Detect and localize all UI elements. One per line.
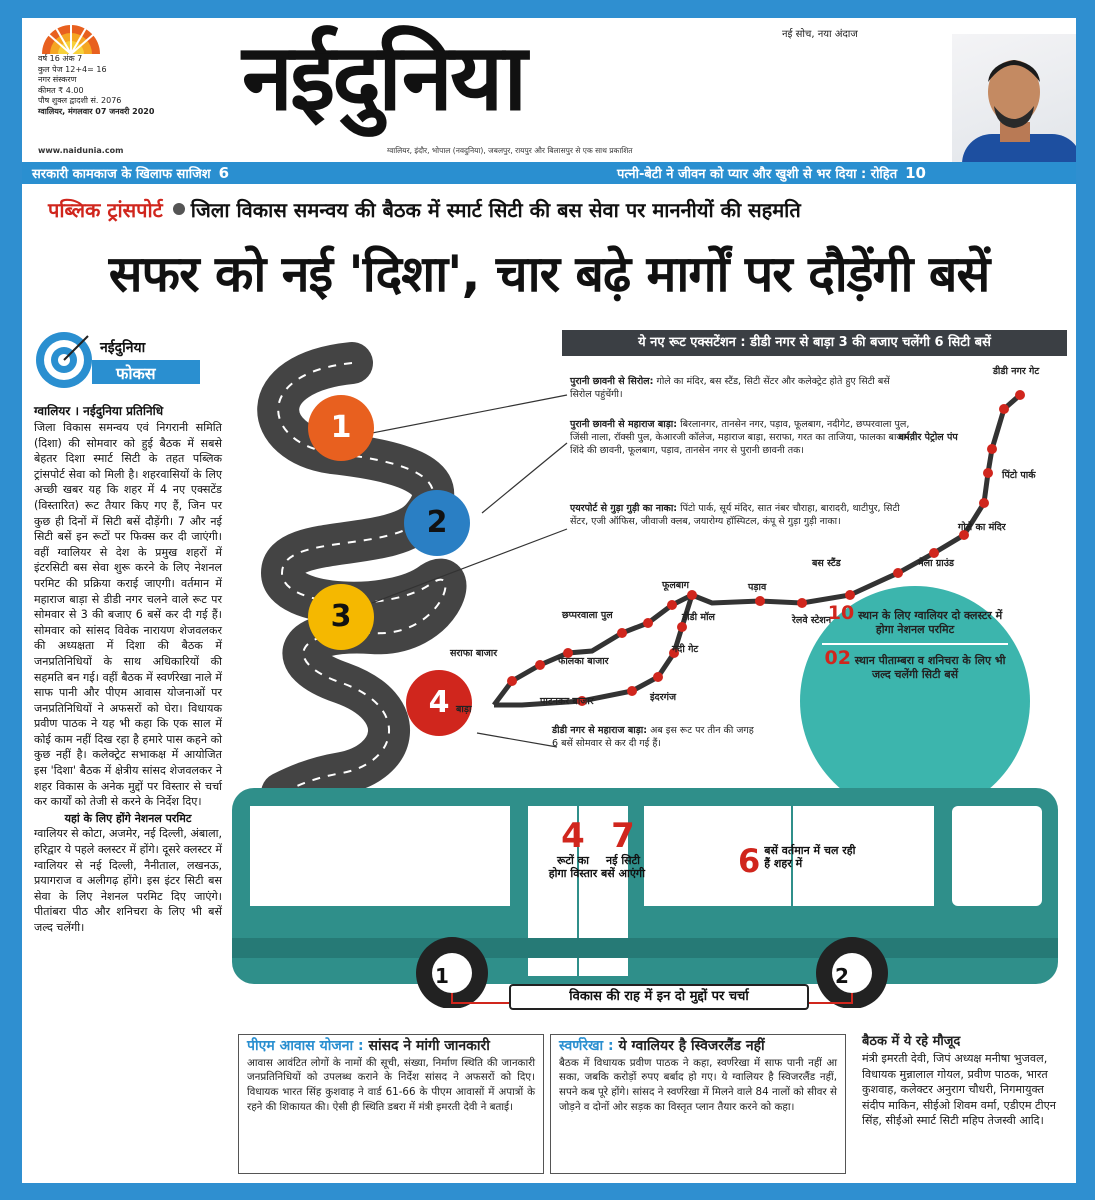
swarnrekha-box: स्वर्णरेखा : ये ग्वालियर है स्विजरलैंड नहीं बैठक में विधायक प्रवीण पाठक ने कहा, स्वर्णरेखा में साफ पानी नहीं आ सका, जबकि करोड़ों रुपए बर्बाद हो गए। ये ग्वालियर है स्विजरलैंड नहीं, सपने कब पूरे होंगे। सांसद ने स्वर्णरेखा में मिलने वाले 84 नालों को सीवर से जोड़ने व दोनों ओर सड़क का विस्तृत प्लान तैयार करने को कहा।: [550, 1034, 846, 1174]
route-desc-1: पुरानी छावनी से सिरोल: गोले का मंदिर, बस स्टैंड, सिटी सेंटर और कलेक्ट्रेट होते हुए सिटी बसें सिरोल पहुंचेंगी।: [570, 376, 890, 400]
stop-padav: पड़ाव: [748, 582, 767, 593]
stop-nadigate: नदी गेट: [672, 644, 699, 655]
bullet-icon: [173, 203, 185, 215]
stop-dharmveer: धर्मवीर पेट्रोल पंप: [898, 432, 958, 443]
focus-label: फोकस: [116, 364, 156, 383]
route-badge-1: 1: [308, 395, 374, 461]
attendees-box: बैठक में ये रहे मौजूद मंत्री इमरती देवी, जिपं अध्यक्ष मनीषा भुजवल, विधायक मुन्नालाल गोयल, प्रवीण पाठक, भारत कुशवाह, कलेक्टर अनुराग चौधरी, निगमायुक्त संदीप माकिन, सीईओ शिवम वर्मा, एडीएम टीएन सिंह, सीईओ स्मार्ट सिटी महिप तेजस्वी आदि।: [862, 1034, 1056, 1128]
article-body: जिला विकास समन्वय एवं निगरानी समिति (दिशा) की सोमवार को हुई बैठक में सबसे बेहतर दिशा स्मार्ट सिटी के तहत पब्लिक ट्रांसपोर्ट सेवा को मिली है। शहरवासियों के लिए अच्छी खबर यह कि शहर में 4 नए एक्सटेंड (विस्तारित) रूट तैयार किए गए हैं, जिन पर कुछ ही दिनों में सिटी बसें दौड़ेंगी। 7 और नई सिटी बसें इन रूटों पर फिक्स कर दी जाएंगी। वहीं ग्वालियर से देश के प्रमुख शहरों में इंटरसिटी बस सेवा शुरू करने के लिए नेशनल परमिट की प्रक्रिया कराई जाएगी। वर्तमान में महाराज बाड़ा से डीडी नगर चलने वाले रूट पर सोमवार से 3 की बजाए 6 बसें कर दी गई हैं। सोमवार को सांसद विवेक नारायण शेजवलकर की अध्यक्षता में दिशा की बैठक में जनप्रतिनिधियों के साथ अधिकारियों की सहमति बन गई। वहीं बैठक में स्वर्णरेखा नाले में साफ पानी और पीएम आवास योजनाओं पर जनप्रतिनिधियों ने अफसरों को घेरा। विधायक प्रवीण पाठक ने यह भी कहा कि एक साल में कोई काम नहीं दिख रहा है हमारे पास कहने को कुछ नहीं है। कलेक्ट्रेट सभाकक्ष में आयोजित इस 'दिशा' बैठक में क्षेत्रीय सांसद शेजवलकर ने शहर विकास के अनेक मुद्दों पर विस्तार से चर्चा कर कार्यों को तेजी से करने के निर्देश दिए। यहां के लिए होंगे नेशनल परमिट ग्वालियर से कोटा, अजमेर, नई दिल्ली, अंबाला, हरिद्वार ये पहले क्लस्टर में होंगे। दूसरे क्लस्टर में ग्वालियर से नई दिल्ली, नैनीताल, लखनऊ, प्रयागराज व अलीगढ़ होंगे। इस इंटर सिटी बस सेवा के लिए नेशनल परमिट दिए जाएंगे। पीतांबरा पीठ और शनिचरा के लिए भी बसें जल्द चलेंगी।: [34, 421, 222, 934]
sun-logo-icon: [36, 20, 106, 56]
kicker: पब्लिक ट्रांसपोर्ट जिला विकास समन्वय की बैठक में स्मार्ट सिटी की बस सेवा पर माननीयों की सहमति: [48, 198, 801, 222]
bus-stat-7: 7 नई सिटी बसें आएंगी: [601, 816, 645, 880]
editions-line: ग्वालियर, इंदौर, भोपाल (नवदुनिया), जबलपुर, रायपुर और बिलासपुर से एक साथ प्रकाशित: [387, 146, 633, 155]
route-desc-3: एयरपोर्ट से गुड़ा गुड़ी का नाका: पिंटो पार्क, सूर्य मंदिर, सात नंबर चौराहा, बारादरी, थाटीपुर, सिटी सेंटर, एजी ऑफिस, जीवाजी क्लब, जयारोग्य हॉस्पिटल, कंपू से गुड़ा गुड़ी नाका।: [570, 503, 900, 527]
tagline: नई सोच, नया अंदाज: [782, 29, 858, 40]
stop-gole: गोले का मंदिर: [958, 522, 1006, 533]
route-desc-2: पुरानी छावनी से महाराज बाड़ा: बिरलानगर, तानसेन नगर, पड़ाव, फूलबाग, नदीगेट, छप्परवाला पुल, जिंसी नाला, रॉक्सी पुल, केआरजी कॉलेज, महाराज बाड़ा, सराफा, गरत का ताजिया, फालका बाजार, शिंदे की छावनी, फूलबाग, पड़ाव, तानसेन नगर से पुरानी छावनी तक।: [570, 419, 913, 456]
wheel-label-2: 2: [835, 964, 849, 988]
stop-busstand: बस स्टैंड: [812, 558, 841, 569]
stop-railway: रेलवे स्टेशन: [792, 615, 832, 626]
bus-stat-6: 6 बसें वर्तमान में चल रही हैं शहर में: [738, 842, 856, 880]
stop-bada: बाड़ा: [456, 704, 472, 715]
bus-stat-4: 4 रूटों का होगा विस्तार: [548, 816, 598, 880]
route-badge-3: 3: [308, 584, 374, 650]
route-badge-2: 2: [404, 490, 470, 556]
stop-ddmall: डीडी मॉल: [682, 612, 715, 623]
stop-indarganj: इंदरगंज: [650, 692, 676, 703]
teaser-left[interactable]: सरकारी कामकाज के खिलाफ साजिश 6: [32, 164, 230, 182]
stop-chhappar: छप्परवाला पुल: [562, 610, 613, 621]
website[interactable]: www.naidunia.com: [38, 146, 124, 155]
newspaper-page: [22, 18, 1076, 1183]
permit-info-text: 10 स्थान के लिए ग्वालियर दो क्लस्टर में होगा नेशनल परमिट 02 स्थान पीताम्बरा व शनिचरा के लिए भी जल्द चलेंगी सिटी बसें: [822, 606, 1008, 682]
masthead: [22, 18, 1076, 158]
route-badge-4: 4: [406, 670, 472, 736]
newspaper-logo: नईदुनिया: [242, 24, 525, 131]
teaser-right[interactable]: पत्नी-बेटी ने जीवन को प्यार और खुशी से भर दिया : रोहित 10: [617, 164, 926, 182]
route-banner: ये नए रूट एक्सटेंशन : डीडी नगर से बाड़ा 3 की बजाए चलेंगी 6 सिटी बसें: [562, 330, 1067, 356]
stop-pinto: पिंटो पार्क: [1002, 470, 1036, 481]
headline: सफर को नई 'दिशा', चार बढ़े मार्गों पर दौड़ेंगी बसें: [108, 245, 990, 303]
edition-meta: वर्ष 16 अंक 7 कुल पेज 12+4= 16 नगर संस्करण कीमत ₹ 4.00 पौष शुक्ल द्वादशी सं. 2076 ग्वालियर, मंगलवार 07 जनवरी 2020: [38, 54, 155, 116]
stop-mela: मेला ग्राउंड: [918, 558, 954, 569]
pm-awas-box: पीएम आवास योजना : सांसद ने मांगी जानकारी आवास आवंटित लोगों के नामों की सूची, संख्या, निर्माण स्थिति की जानकारी जनप्रतिनिधियों को उपलब्ध कराने के निर्देश सांसद ने अफसरों को दिए। विधायक भारत सिंह कुशवाह ने वार्ड 61-66 के पीएम आवासों में अपात्रों के रहने की शिकायत की। ऐसी ही स्थिति डबरा में मंत्री इमरती देवी ने बताई।: [238, 1034, 544, 1174]
body-subhead: यहां के लिए होंगे नेशनल परमिट: [64, 811, 192, 825]
stop-patankar: पाटनकर बाजार: [540, 696, 594, 707]
top-teaser-bar: [22, 162, 1076, 184]
wheel-label-1: 1: [435, 964, 449, 988]
focus-badge: [34, 330, 204, 392]
stop-sarafa: सराफा बाजार: [450, 648, 498, 659]
stop-phoolbag: फूलबाग: [662, 580, 689, 591]
focus-brand: नईदुनिया: [100, 340, 146, 356]
stop-dd-nagar-gate: डीडी नगर गेट: [992, 366, 1040, 377]
bus-caption: विकास की राह में इन दो मुद्दों पर चर्चा: [509, 984, 809, 1010]
stop-falka: फालका बाजार: [558, 656, 609, 667]
byline: ग्वालियर । नईदुनिया प्रतिनिधि: [34, 404, 164, 418]
route-desc-4: डीडी नगर से महाराज बाड़ा: अब इस रूट पर तीन की जगह 6 बसें सोमवार से कर दी गई हैं।: [552, 725, 754, 749]
